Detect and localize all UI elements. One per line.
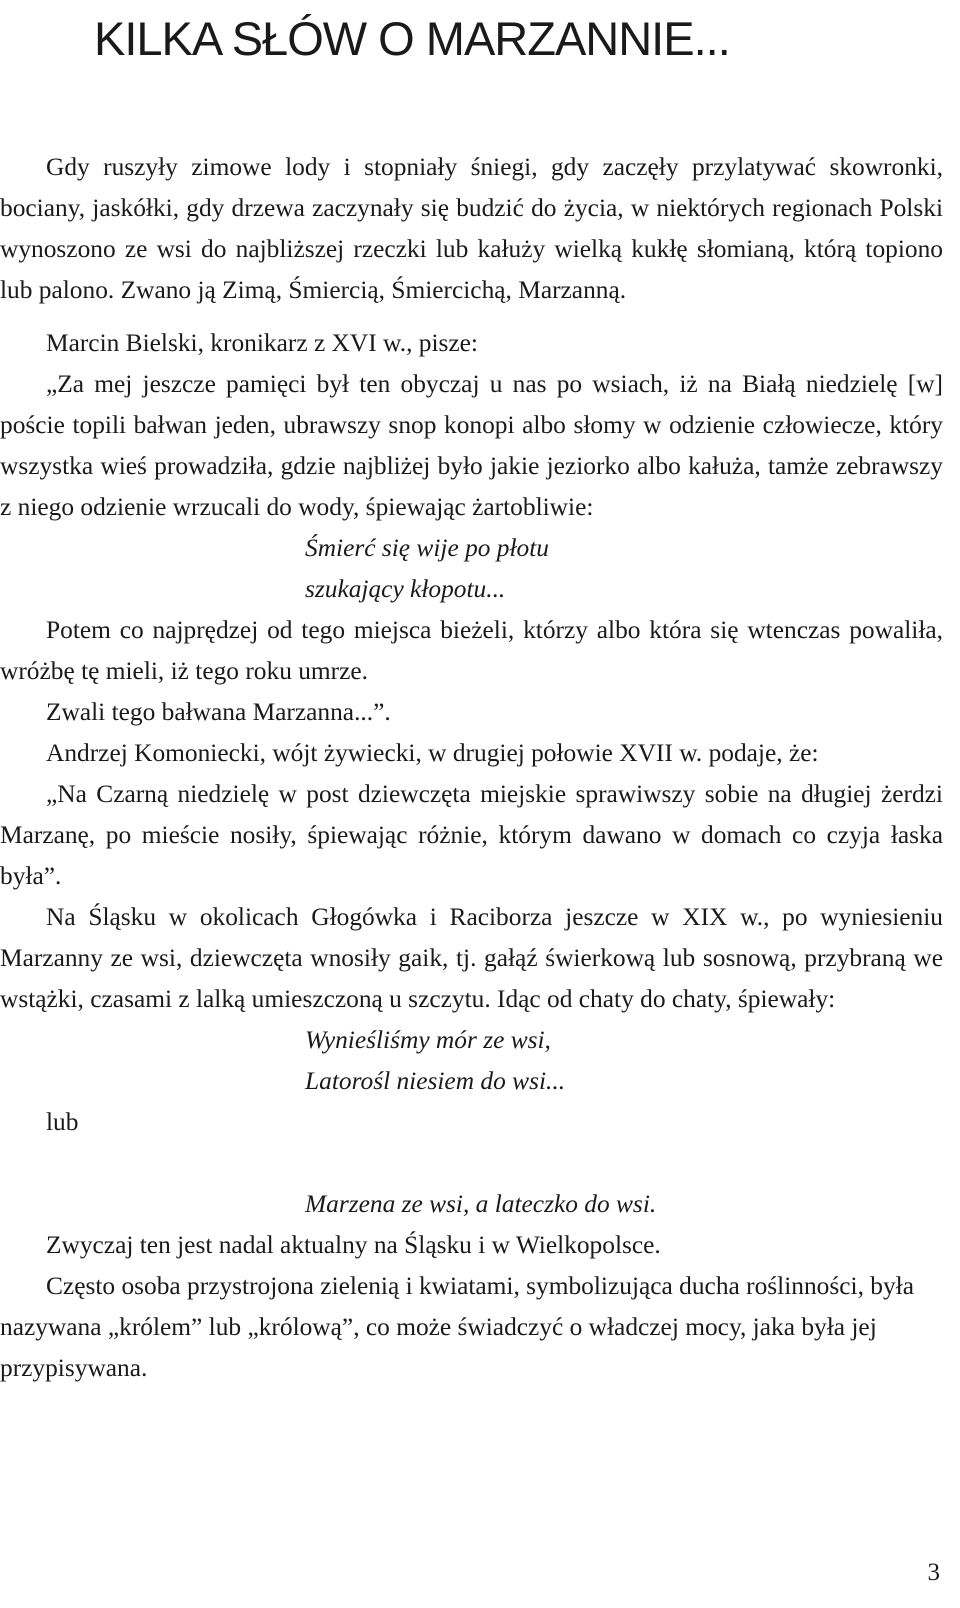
paragraph-bielski: Marcin Bielski, kronikarz z XVI w., pisze: [46, 329, 478, 357]
paragraph-czesto: Często osoba przystrojona zielenią i kwiatami, symbolizująca ducha roślinności, była nazywana „królem” lub „królową”, co może świadczyć o władczej mocy, jaka była jej przypisywana. [0, 1272, 914, 1382]
verse-line: Latorośl niesiem do wsi... [305, 1067, 566, 1095]
verse-mor [0, 1020, 943, 1102]
verse-marzena [0, 1184, 943, 1225]
paragraph-intro: Gdy ruszyły zimowe lody i stopniały śniegi, gdy zaczęły przylatywać skowronki, bociany, jaskółki, gdy drzewa zaczynały się budzić do życia, w niektórych regionach Polski wynoszono ze wsi do najbliższej rzeczki lub kałuży wielką kukłę słomianą, którą topiono lub palono. Zwano ją Zimą, Śmiercią, Śmiercichą, Marzanną. [0, 153, 943, 304]
verse-line: szukający kłopotu... [305, 575, 506, 603]
paragraph-zwali: Zwali tego bałwana Marzanna...”. [46, 698, 391, 726]
paragraph-slask: Na Śląsku w okolicach Głogówka i Raciborza jeszcze w XIX w., po wyniesieniu Marzanny ze wsi, dziewczęta wnosiły gaik, tj. gałąź świerkową lub sosnową, przybraną we wstążki, czasami z lalką umieszczoną u szczytu. Idąc od chaty do chaty, śpiewały: [0, 903, 943, 1013]
paragraph-potem: Potem co najprędzej od tego miejsca bieżeli, którzy albo która się wtenczas powaliła, wróżbę tę mieli, iż tego roku umrze. [0, 616, 943, 685]
paragraph-zwyczaj: Zwyczaj ten jest nadal aktualny na Śląsku i w Wielkopolsce. [46, 1231, 661, 1259]
verse-line: Marzena ze wsi, a lateczko do wsi. [305, 1190, 657, 1218]
verse-line: Wynieśliśmy mór ze wsi, [305, 1026, 551, 1054]
paragraph-komoniecki-quote: „Na Czarną niedzielę w post dziewczęta miejskie sprawiwszy sobie na długiej żerdzi Marzanę, po mieście nosiły, śpiewając różnie, którym dawano w domach co czyja łaska była”. [0, 780, 943, 890]
lub-connector: lub [46, 1108, 79, 1136]
page-number: 3 [927, 1559, 940, 1586]
verse-smierc [0, 528, 943, 610]
page-title: KILKA SŁÓW O MARZANNIE... [94, 12, 730, 65]
paragraph-bielski-quote: „Za mej jeszcze pamięci był ten obyczaj u nas po wsiach, iż na Białą niedzielę [w] poście topili bałwan jeden, ubrawszy snop konopi albo słomy w odzienie człowiecze, który wszystka wieś prowadziła, gdzie najbliżej było jakie jeziorko albo kałuża, tamże zebrawszy z niego odzienie wrzucali do wody, śpiewając żartobliwie: [0, 370, 943, 521]
body-text [0, 147, 943, 1389]
verse-line: Śmierć się wije po płotu [305, 534, 550, 562]
blank-line [0, 1143, 943, 1184]
paragraph-komoniecki: Andrzej Komoniecki, wójt żywiecki, w drugiej połowie XVII w. podaje, że: [46, 739, 819, 767]
